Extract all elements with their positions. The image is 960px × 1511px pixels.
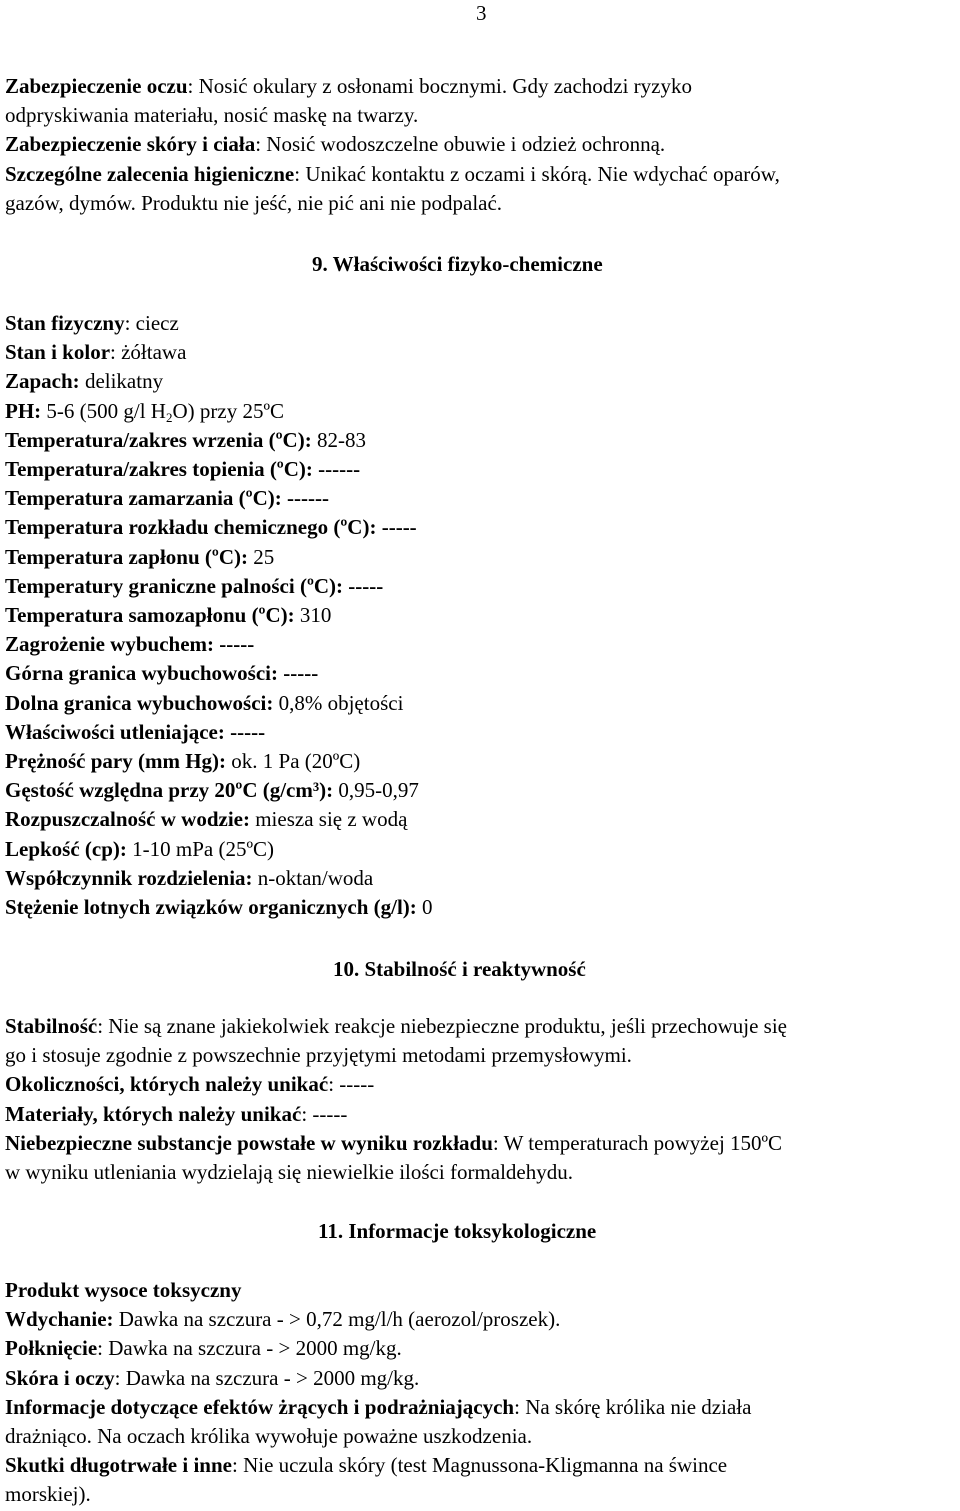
eye-protection-label: Zabezpieczenie oczu [5,74,188,98]
prop-label: Górna granica wybuchowości: ----- [5,661,319,686]
prop-solubility [5,805,960,834]
stability-cont: go i stosuje zgodnie z powszechnie przyjętymi metodami przemysłowymi. [5,1043,632,1068]
prop-flash-point [5,543,960,572]
decomposition-cont: w wyniku utleniania wydzielają się niewielkie ilości formaldehydu. [5,1160,574,1185]
eye-protection-cont: odpryskiwania materiału, nosić maskę na twarzy. [5,103,419,128]
prop-voc [5,893,960,922]
avoid-materials-text: : ----- [301,1101,348,1126]
section9-properties [5,309,960,922]
hygiene-text: : Unikać kontaktu z oczami i skórą. Nie wdychać oparów, [294,161,780,186]
prop-viscosity [5,835,960,864]
prop-physical-state [5,309,960,338]
prop-autoignition [5,601,960,630]
prop-label: Współczynnik rozdzielenia: [5,865,253,890]
stability [5,1012,960,1041]
stability-text: : Nie są znane jakiekolwiek reakcje niebezpieczne produktu, jeśli przechowuje się [97,1014,787,1038]
skin-protection-label: Zabezpieczenie skóry i ciała [5,132,256,157]
prop-label: Właściwości utleniające: ----- [5,719,266,744]
prop-ph [5,397,960,426]
prop-label: Zapach: [5,369,80,394]
corrosive-label: Informacje dotyczące efektów żrących i podrażniających [5,1394,515,1419]
ingestion [5,1334,960,1363]
prop-value: : żółtawa [110,340,187,365]
prop-color [5,338,960,367]
avoid-conditions-text: : ----- [328,1072,375,1097]
prop-label: Temperatura samozapłonu (ºC): [5,603,295,628]
avoid-conditions-label: Okoliczności, których należy unikać [5,1072,329,1097]
prop-value: 0,95-0,97 [333,778,419,803]
skin-eyes-text: : Dawka na szczura - > 2000 mg/kg. [114,1365,420,1390]
prop-label: Prężność pary (mm Hg): [5,749,227,774]
prop-value: 82-83 [311,427,366,452]
stability-label: Stabilność [5,1014,98,1038]
prop-upper-explosive-limit [5,659,960,688]
prop-label: Temperatura/zakres wrzenia (ºC): [5,427,312,452]
prop-label: Temperatury graniczne palności (ºC): ----- [5,573,384,598]
prop-melting [5,455,960,484]
long-term-cont: morskiej). [5,1482,91,1507]
prop-value: miesza się z wodą [249,807,408,832]
section11-body [5,1276,960,1510]
avoid-conditions [5,1070,960,1099]
prop-value: 25 [247,544,275,569]
prop-label: Temperatura/zakres topienia (ºC): ------ [5,457,361,482]
section9-heading: 9. Właściwości fizyko-chemiczne [312,252,603,276]
section10-body [5,1012,960,1187]
long-term-effects [5,1451,960,1480]
prop-value: ok. 1 Pa (20ºC) [226,749,361,774]
prop-label: Dolna granica wybuchowości: [5,690,274,715]
skin-eyes [5,1364,960,1393]
prop-oxidizing [5,718,960,747]
prop-value: O) przy 25ºC [172,398,284,423]
long-term-text: : Nie uczula skóry (test Magnussona-Kligmanna na śwince [231,1453,728,1478]
prop-value: 0 [416,895,433,920]
prop-label: Stan fizyczny [5,311,125,335]
corrosive-cont: drażniąco. Na oczach królika wywołuje poważne uszkodzenia. [5,1424,533,1449]
ph-subscript: 2 [165,409,173,425]
hygiene-cont: gazów, dymów. Produktu nie jeść, nie pić ani nie podpalać. [5,190,503,215]
decomposition-text: : W temperaturach powyżej 150ºC [492,1130,783,1155]
prop-label: Rozpuszczalność w wodzie: [5,807,250,832]
prop-partition-coefficient [5,864,960,893]
prop-value: delikatny [79,369,164,394]
inhalation-label: Wdychanie: [5,1307,114,1332]
corrosive-effects [5,1393,960,1422]
prop-vapor-pressure [5,747,960,776]
avoid-materials [5,1100,960,1129]
prop-label: Zagrożenie wybuchem: ----- [5,632,255,657]
long-term-label: Skutki długotrwałe i inne [5,1453,232,1478]
decomposition-products [5,1129,960,1158]
corrosive-text: : Na skórę królika nie działa [514,1394,752,1419]
prop-label: Temperatura zapłonu (ºC): [5,544,248,569]
prop-density [5,776,960,805]
prop-value: : ciecz [124,311,179,335]
prop-explosion-hazard [5,630,960,659]
prop-label: Temperatura zamarzania (ºC): ------ [5,486,329,511]
inhalation [5,1305,960,1334]
eye-protection [5,72,960,101]
prop-value: 1-10 mPa (25ºC) [126,836,275,861]
prop-label: Temperatura rozkładu chemicznego (ºC): ----- [5,515,417,540]
section10-heading: 10. Stabilność i reaktywność [333,957,586,981]
skin-protection [5,130,960,159]
prop-odor [5,367,960,396]
prop-label: Lepkość (cp): [5,836,127,861]
prop-lower-explosive-limit [5,689,960,718]
prop-boiling [5,426,960,455]
product-toxicity [5,1276,960,1305]
eye-protection-text: : Nosić okulary z osłonami bocznymi. Gdy zachodzi ryzyko [187,74,692,98]
decomposition-label: Niebezpieczne substancje powstałe w wyniku rozkładu [5,1130,493,1155]
hygiene [5,160,960,189]
avoid-materials-label: Materiały, których należy unikać [5,1101,302,1126]
prop-label: Stan i kolor [5,340,111,365]
skin-eyes-label: Skóra i oczy [5,1365,115,1390]
prop-decomposition-temp [5,513,960,542]
section8-tail [5,72,960,218]
ingestion-label: Połknięcie [5,1336,98,1361]
inhalation-text: Dawka na szczura - > 0,72 mg/l/h (aerozol/proszek). [113,1307,561,1332]
prop-label: PH: [5,398,42,423]
product-toxicity-label: Produkt wysoce toksyczny [5,1278,242,1302]
ingestion-text: : Dawka na szczura - > 2000 mg/kg. [97,1336,402,1361]
prop-value: 310 [294,603,332,628]
prop-label: Gęstość względna przy 20ºC (g/cm³): [5,778,334,803]
skin-protection-text: : Nosić wodoszczelne obuwie i odzież ochronną. [255,132,666,157]
prop-value: 0,8% objętości [273,690,404,715]
prop-value: 5-6 (500 g/l H [41,398,166,423]
prop-value: n-oktan/woda [252,865,374,890]
prop-freezing [5,484,960,513]
page-number: 3 [476,1,487,25]
prop-flammability-limits [5,572,960,601]
section11-heading: 11. Informacje toksykologiczne [318,1219,597,1243]
prop-label: Stężenie lotnych związków organicznych (g/l): [5,895,417,920]
hygiene-label: Szczególne zalecenia higieniczne [5,161,295,186]
